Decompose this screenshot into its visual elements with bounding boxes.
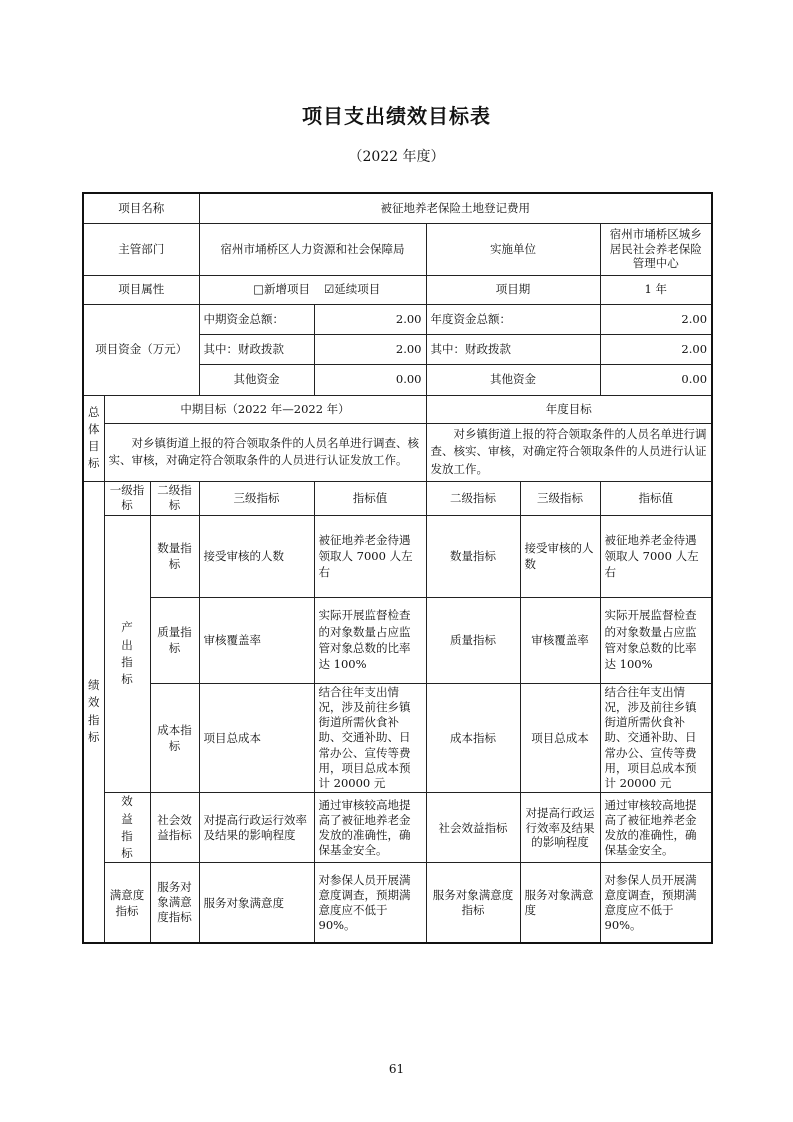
- page-subtitle: （2022 年度）: [348, 149, 445, 165]
- row-l3b: 接受审核的人数: [520, 515, 600, 597]
- row-l3b: 对提高行政运行效率及结果的影响程度: [520, 793, 600, 863]
- dept-label: 主管部门: [83, 223, 199, 275]
- year-fiscal-label: 其中：财政拨款: [426, 334, 600, 364]
- hdr-value: 指标值: [314, 481, 426, 515]
- row-valb: 被征地养老金待遇领取人 7000 人左右: [600, 515, 712, 597]
- mid-goal-header: 中期目标（2022 年—2022 年）: [104, 395, 426, 423]
- table-row: [83, 515, 712, 597]
- hdr-valueb: 指标值: [600, 481, 712, 515]
- year-fiscal-value: 2.00: [600, 334, 712, 364]
- hdr-level3b: 三级指标: [520, 481, 600, 515]
- benefit-label: 效益指标: [104, 793, 150, 863]
- row-l3: 服务对象满意度: [199, 863, 314, 943]
- performance-table: [82, 192, 713, 944]
- row-val: 实际开展监督检查的对象数量占应监管对象总数的比率达 100%: [314, 597, 426, 683]
- row-valb: 通过审核较高地提高了被征地养老金发放的准确性，确保基金安全。: [600, 793, 712, 863]
- page-title: 项目支出绩效目标表: [302, 104, 491, 128]
- hdr-level3: 三级指标: [199, 481, 314, 515]
- table-row: [83, 683, 712, 793]
- row-valb: 对参保人员开展满意度调查，预期满意度应不低于 90%。: [600, 863, 712, 943]
- mid-total-value: 2.00: [314, 304, 426, 334]
- row-l3: 接受审核的人数: [199, 515, 314, 597]
- row-l2: 质量指标: [150, 597, 199, 683]
- goals-label: [83, 395, 104, 481]
- period-label: 项目期: [426, 275, 600, 304]
- mid-goal-text: 对乡镇街道上报的符合领取条件的人员名单进行调查、核实、审核，对确定符合领取条件的人员进行认证发放工作。: [104, 423, 426, 481]
- row-val: 通过审核较高地提高了被征地养老金发放的准确性，确保基金安全。: [314, 793, 426, 863]
- row-l2b: 质量指标: [426, 597, 520, 683]
- row-l3b: 项目总成本: [520, 683, 600, 793]
- year-goal-text: 对乡镇街道上报的符合领取条件的人员名单进行调查、核实、审核，对确定符合领取条件的人员进行认证发放工作。: [426, 423, 712, 481]
- project-name-label: 项目名称: [83, 193, 199, 223]
- row-l2: 社会效益指标: [150, 793, 199, 863]
- row-l3: 审核覆盖率: [199, 597, 314, 683]
- attr-new: □新增项目: [199, 275, 314, 304]
- row-l2b: 成本指标: [426, 683, 520, 793]
- output-label: 产出指标: [104, 515, 150, 793]
- hdr-level2: 二级指标: [150, 481, 199, 515]
- year-goal-header: 年度目标: [426, 395, 712, 423]
- row-val: 对参保人员开展满意度调查，预期满意度应不低于 90%。: [314, 863, 426, 943]
- hdr-level2b: 二级指标: [426, 481, 520, 515]
- row-val: 结合往年支出情况，涉及前往乡镇街道所需伙食补助、交通补助、日常办公、宣传等费用，项目总成本预计 20000 元: [314, 683, 426, 793]
- row-l3: 对提高行政运行效率及结果的影响程度: [199, 793, 314, 863]
- page-number: 61: [388, 1062, 405, 1076]
- attr-continue: ☑延续项目: [314, 275, 426, 304]
- attr-label: 项目属性: [83, 275, 199, 304]
- row-l3b: 服务对象满意度: [520, 863, 600, 943]
- goals-label-text: 总体目标: [88, 404, 100, 471]
- row-valb: 实际开展监督检查的对象数量占应监管对象总数的比率达 100%: [600, 597, 712, 683]
- satisfaction-label: 满意度指标: [104, 863, 150, 943]
- row-l3: 项目总成本: [199, 683, 314, 793]
- impl-label: 实施单位: [426, 223, 600, 275]
- year-other-label: 其他资金: [426, 364, 600, 395]
- table-row: [83, 793, 712, 863]
- perf-label-text: 绩效指标: [88, 678, 100, 744]
- row-l3b: 审核覆盖率: [520, 597, 600, 683]
- row-l2b: 社会效益指标: [426, 793, 520, 863]
- dept-value: 宿州市埇桥区人力资源和社会保障局: [199, 223, 426, 275]
- perf-label: [83, 481, 104, 943]
- project-name-value: 被征地养老保险土地登记费用: [199, 193, 712, 223]
- period-value: 1 年: [600, 275, 712, 304]
- mid-fiscal-value: 2.00: [314, 334, 426, 364]
- row-l2b: 数量指标: [426, 515, 520, 597]
- year-total-value: 2.00: [600, 304, 712, 334]
- row-val: 被征地养老金待遇领取人 7000 人左右: [314, 515, 426, 597]
- row-l2b: 服务对象满意度指标: [426, 863, 520, 943]
- row-l2: 服务对象满意度指标: [150, 863, 199, 943]
- row-valb: 结合往年支出情况，涉及前往乡镇街道所需伙食补助、交通补助、日常办公、宣传等费用，项目总成本预计 20000 元: [600, 683, 712, 793]
- mid-fiscal-label: 其中：财政拨款: [199, 334, 314, 364]
- year-total-label: 年度资金总额：: [426, 304, 600, 334]
- mid-other-value: 0.00: [314, 364, 426, 395]
- row-l2: 数量指标: [150, 515, 199, 597]
- row-l2: 成本指标: [150, 683, 199, 793]
- table-row: [83, 597, 712, 683]
- funds-label: 项目资金（万元）: [83, 304, 199, 395]
- year-other-value: 0.00: [600, 364, 712, 395]
- impl-value: 宿州市埇桥区城乡居民社会养老保险管理中心: [600, 223, 712, 275]
- mid-total-label: 中期资金总额：: [199, 304, 314, 334]
- mid-other-label: 其他资金: [199, 364, 314, 395]
- table-row: [83, 863, 712, 943]
- hdr-level1: 一级指标: [104, 481, 150, 515]
